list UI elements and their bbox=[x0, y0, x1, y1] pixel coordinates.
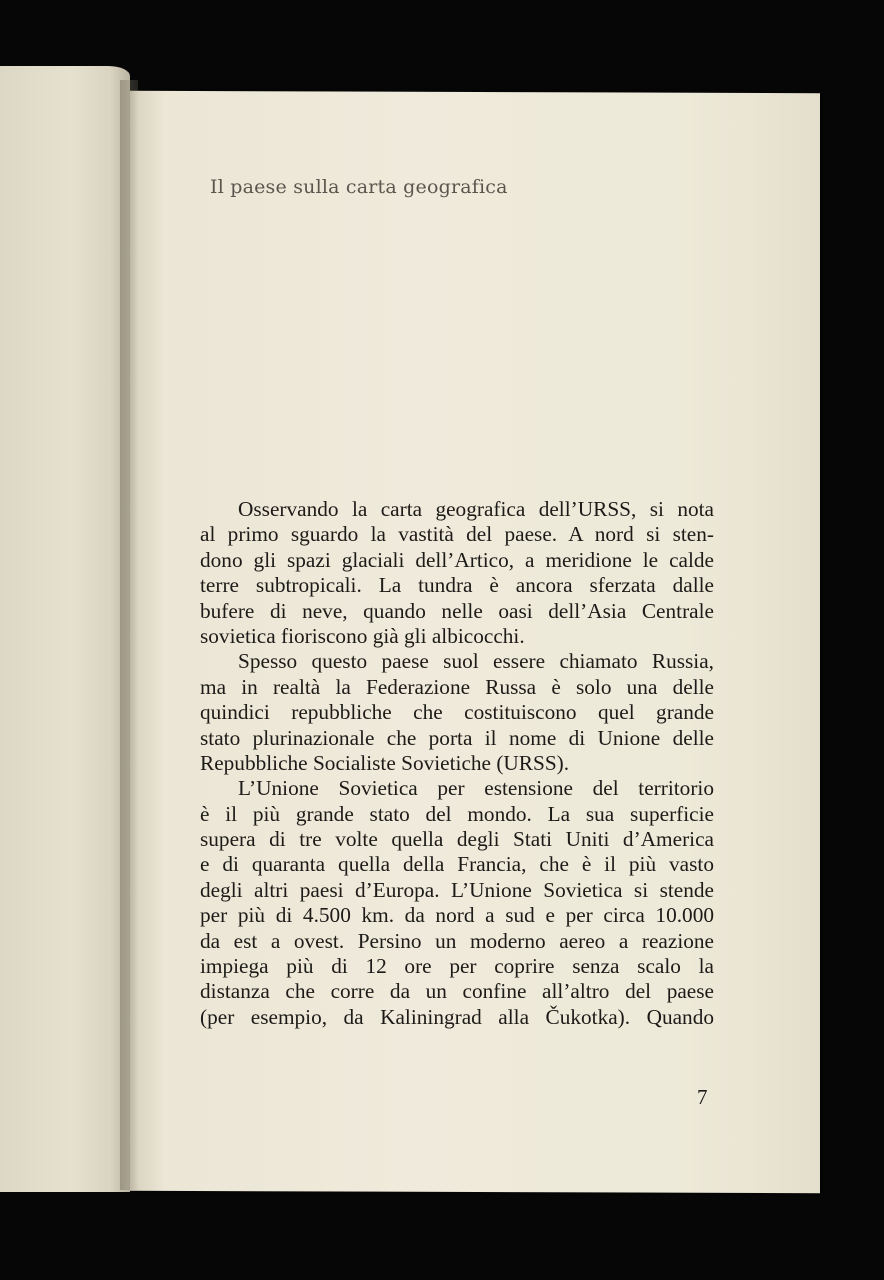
text-line: al primo sguardo la vastità del paese. A nord si sten- bbox=[200, 522, 714, 547]
page-number: 7 bbox=[697, 1085, 708, 1109]
body-text bbox=[200, 497, 714, 1030]
text-line: supera di tre volte quella degli Stati Uniti d’America bbox=[200, 827, 714, 852]
text-line: (per esempio, da Kaliningrad alla Čukotka). Quando bbox=[200, 1004, 714, 1029]
text-line: L’Unione Sovietica per estensione del territorio bbox=[238, 776, 714, 801]
text-line: terre subtropicali. La tundra è ancora sferzata dalle bbox=[200, 573, 714, 598]
text-line: sovietica fioriscono già gli albicocchi. bbox=[200, 623, 525, 648]
book-gutter bbox=[120, 80, 138, 1190]
text-line: per più di 4.500 km. da nord a sud e per circa 10.000 bbox=[200, 903, 714, 928]
text-line: degli altri paesi d’Europa. L’Unione Sovietica si stende bbox=[200, 877, 714, 902]
text-line: da est a ovest. Persino un moderno aereo a reazione bbox=[200, 928, 714, 953]
text-line: e di quaranta quella della Francia, che è il più vasto bbox=[200, 852, 714, 877]
text-line: impiega più di 12 ore per coprire senza scalo la bbox=[200, 954, 714, 979]
text-line: è il più grande stato del mondo. La sua superficie bbox=[200, 801, 714, 826]
text-line: quindici repubbliche che costituiscono quel grande bbox=[200, 700, 714, 725]
text-line: ma in realtà la Federazione Russa è solo una delle bbox=[200, 674, 714, 699]
text-line: Osservando la carta geografica dell’URSS, si nota bbox=[238, 497, 714, 521]
text-line: Spesso questo paese suol essere chiamato Russia, bbox=[238, 649, 714, 674]
text-line: bufere di neve, quando nelle oasi dell’Asia Centrale bbox=[200, 598, 714, 623]
text-line: Repubbliche Socialiste Sovietiche (URSS). bbox=[200, 750, 570, 775]
running-head: Il paese sulla carta geografica bbox=[210, 176, 508, 198]
text-line: distanza che corre da un confine all’altro del paese bbox=[200, 979, 714, 1004]
left-page bbox=[0, 66, 130, 1192]
text-line: dono gli spazi glaciali dell’Artico, a meridione le calde bbox=[200, 547, 714, 572]
text-line: stato plurinazionale che porta il nome di Unione delle bbox=[200, 725, 714, 750]
